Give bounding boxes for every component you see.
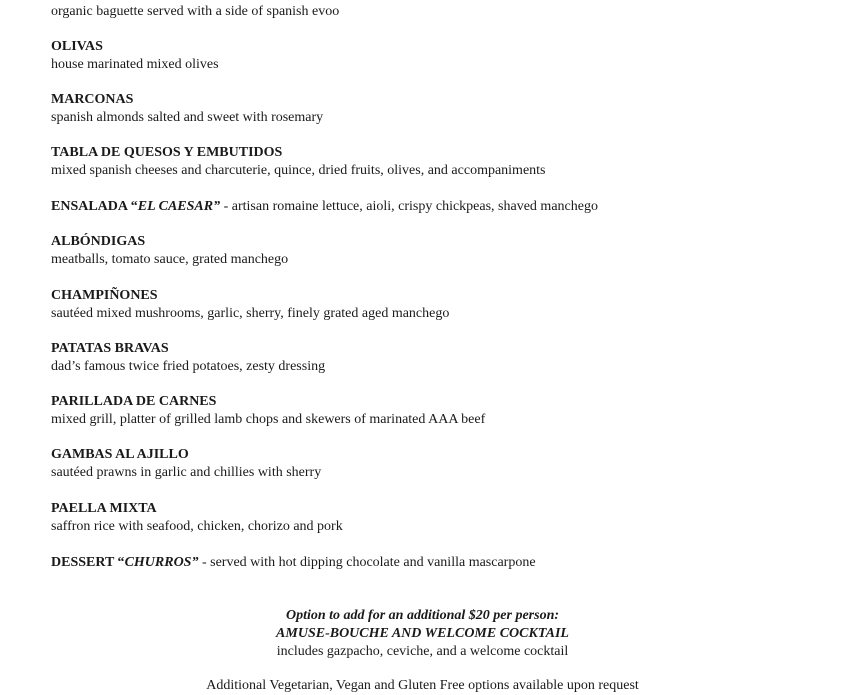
menu-item-description: mixed grill, platter of grilled lamb chops and skewers of marinated AAA beef (51, 412, 486, 427)
menu-item-description: spanish almonds salted and sweet with rosemary (51, 110, 324, 125)
menu-item-title: ALBÓNDIGAS (51, 234, 146, 249)
ensalada-prefix: ENSALADA “ (51, 199, 138, 214)
dessert-prefix: DESSERT “ (51, 555, 125, 570)
menu-item-description: dad’s famous twice fried potatoes, zesty dressing (51, 359, 326, 374)
menu-item-title: PARILLADA DE CARNES (51, 394, 217, 409)
dessert-description: - served with hot dipping chocolate and vanilla mascarpone (198, 555, 536, 570)
option-description: includes gazpacho, ceviche, and a welcome cocktail (276, 644, 569, 659)
menu-item-description: sautéed prawns in garlic and chillies with sherry (51, 465, 322, 480)
option-heading: Option to add for an additional $20 per person: (285, 608, 560, 623)
menu-item-description: sautéed mixed mushrooms, garlic, sherry, finely grated aged manchego (51, 306, 450, 321)
intro-description: organic baguette served with a side of spanish evoo (51, 4, 340, 19)
menu-item-title: CHAMPIÑONES (51, 288, 158, 303)
menu-item-description: mixed spanish cheeses and charcuterie, quince, dried fruits, olives, and accompaniments (51, 163, 546, 178)
footer-note: Additional Vegetarian, Vegan and Gluten Free options available upon request (206, 678, 639, 693)
footer-note-cut-off (0, 677, 845, 693)
menu-item-title: PATATAS BRAVAS (51, 341, 169, 356)
menu-item-title: GAMBAS AL AJILLO (51, 447, 189, 462)
menu-item-title: OLIVAS (51, 39, 103, 54)
menu-item-title: PAELLA MIXTA (51, 501, 157, 516)
dessert-italic-name: CHURROS” (124, 555, 199, 570)
menu-item-title: TABLA DE QUESOS Y EMBUTIDOS (51, 145, 283, 160)
menu-item-description: meatballs, tomato sauce, grated manchego (51, 252, 289, 267)
menu-item-description: saffron rice with seafood, chicken, chorizo and pork (51, 519, 343, 534)
menu-item-description: house marinated mixed olives (51, 57, 219, 72)
menu-item-title: MARCONAS (51, 92, 134, 107)
ensalada-description: - artisan romaine lettuce, aioli, crispy chickpeas, shaved manchego (220, 199, 598, 214)
option-title: AMUSE-BOUCHE AND WELCOME COCKTAIL (276, 626, 569, 641)
ensalada-italic-name: EL CAESAR” (137, 199, 221, 214)
menu-item-dessert (51, 554, 536, 572)
menu-item-ensalada (51, 198, 598, 216)
